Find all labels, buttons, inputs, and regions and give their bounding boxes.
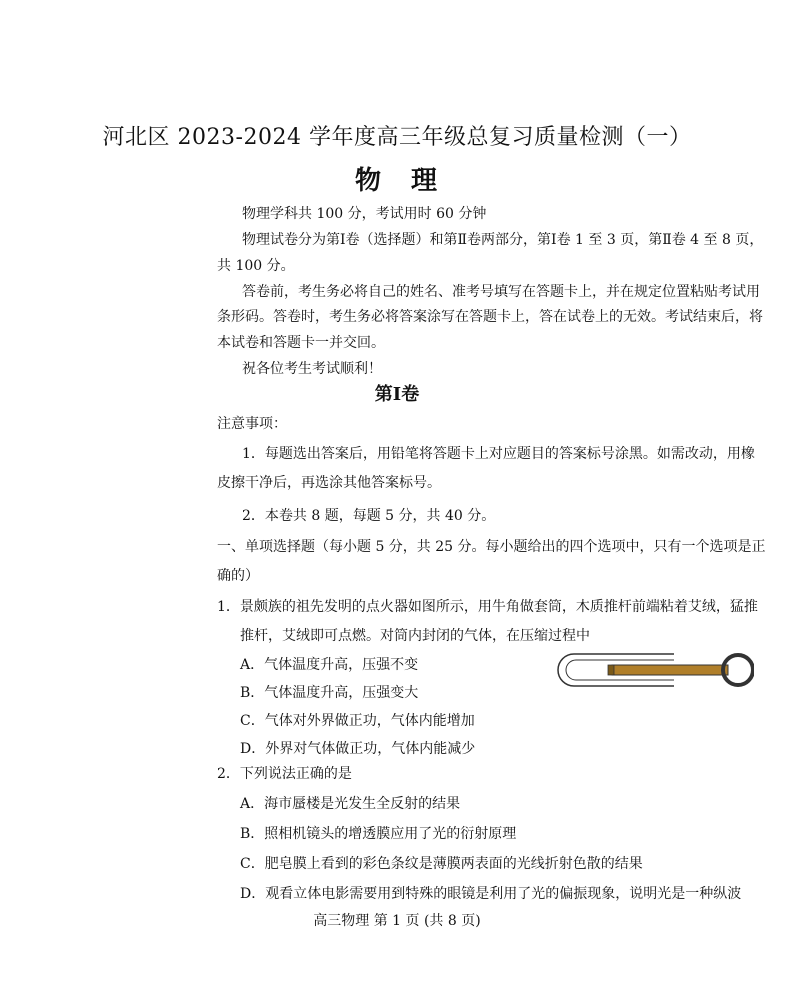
fire-piston-diagram [554,650,754,690]
moxa-tip [608,665,614,675]
q1-option-a: A．气体温度升高，压强不变 [240,657,419,673]
q1-option-b: B．气体温度升高，压强变大 [240,685,419,701]
intro-line-3a: 答卷前，考生务必将自己的姓名、准考号填写在答题卡上，并在规定位置粘贴考试用 [242,284,760,300]
piston-rod [612,665,728,675]
intro-line-4: 祝各位考生考试顺利！ [242,361,382,377]
q1-stem-a: 1．景颇族的祖先发明的点火器如图所示，用牛角做套筒，木质推杆前端粘着艾绒，猛推 [217,599,758,615]
page-footer: 高三物理 第 1 页 (共 8 页) [313,913,481,929]
intro-line-3c: 本试卷和答题卡一并交回。 [217,335,385,351]
q1-stem-b: 推杆，艾绒即可点燃。对筒内封闭的气体，在压缩过程中 [240,628,590,644]
q2-stem: 2．下列说法正确的是 [217,766,352,782]
exam-title: 河北区 2023-2024 学年度高三年级总复习质量检测（一） [102,125,692,150]
q2-option-a: A．海市蜃楼是光发生全反射的结果 [240,796,461,812]
intro-line-2b: 共 100 分。 [217,258,295,274]
notice-1b: 皮擦干净后，再选涂其他答案标号。 [217,475,441,491]
intro-line-3b: 条形码。答卷时，考生务必将答案涂写在答题卡上，答在试卷上的无效。考试结束后，将 [217,309,763,325]
intro-line-1: 物理学科共 100 分，考试用时 60 分钟 [242,206,487,222]
intro-line-2a: 物理试卷分为第Ⅰ卷（选择题）和第Ⅱ卷两部分，第Ⅰ卷 1 至 3 页，第Ⅱ卷 4 至 8 页， [242,232,764,248]
part1-heading-b: 确的） [217,568,259,584]
section-title: 第Ⅰ卷 [374,384,420,405]
notice-2: 2．本卷共 8 题，每题 5 分，共 40 分。 [242,508,496,524]
subject-title: 物 理 [354,166,439,196]
part1-heading-a: 一、单项选择题（每小题 5 分，共 25 分。每小题给出的四个选项中，只有一个选项是正 [217,539,766,555]
notice-1a: 1．每题选出答案后，用铅笔将答题卡上对应题目的答案标号涂黑。如需改动，用橡 [242,446,755,462]
q2-option-c: C．肥皂膜上看到的彩色条纹是薄膜两表面的光线折射色散的结果 [240,856,643,872]
q1-option-c: C．气体对外界做正功，气体内能增加 [240,713,475,729]
q1-option-d: D．外界对气体做正功，气体内能减少 [240,741,476,757]
q2-option-d: D．观看立体电影需要用到特殊的眼镜是利用了光的偏振现象，说明光是一种纵波 [240,886,742,902]
notice-label: 注意事项： [217,416,287,432]
q2-option-b: B．照相机镜头的增透膜应用了光的衍射原理 [240,826,517,842]
